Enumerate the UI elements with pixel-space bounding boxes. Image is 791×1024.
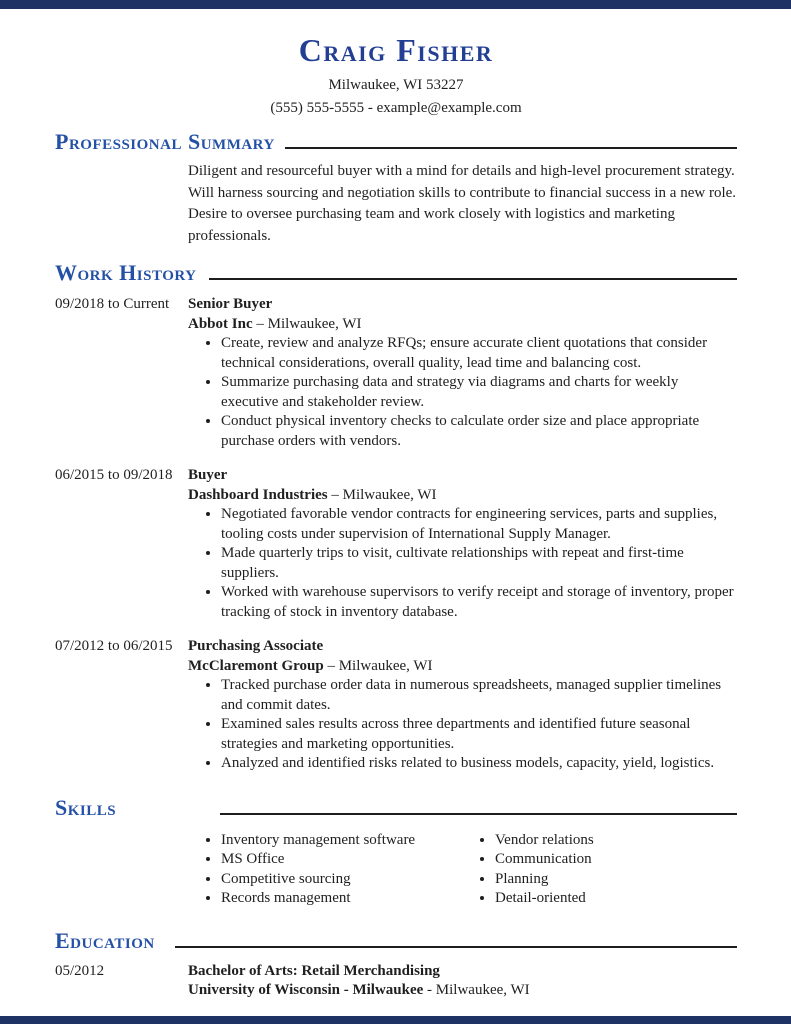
skill-item: • Inventory management software xyxy=(221,831,462,851)
heading-rule xyxy=(175,946,737,948)
skills-columns xyxy=(188,831,737,909)
job-bullet: • Summarize purchasing data and strategy via diagrams and charts for weekly executive and stakeholder review. xyxy=(221,373,737,412)
job-details xyxy=(188,295,737,451)
resume-header xyxy=(55,0,737,118)
skills-column-left xyxy=(188,831,462,909)
section-heading xyxy=(55,261,737,285)
candidate-name: Craig Fisher xyxy=(298,32,494,68)
education-school: University of Wisconsin - Milwaukee xyxy=(188,982,424,998)
job-bullet: • Analyzed and identified risks related to business models, capacity, yield, logistics. xyxy=(221,754,737,774)
skill-item: • Records management xyxy=(221,889,462,909)
section-professional-summary xyxy=(55,130,737,247)
candidate-address: Milwaukee, WI 53227 xyxy=(328,77,464,93)
bottom-accent-bar xyxy=(0,1016,791,1024)
section-heading xyxy=(55,929,737,953)
job-location: – Milwaukee, WI xyxy=(256,315,362,332)
job-bullet: • Create, review and analyze RFQs; ensure accurate client quotations that consider technical considerations, overall quality, lead time and balancing cost. xyxy=(221,334,737,373)
top-accent-bar xyxy=(0,0,791,9)
summary-paragraph: Diligent and resourceful buyer with a mind for details and high-level procurement strategy. Will harness sourcing and negotiation skills to contribute to financial success in a new role. Desire to oversee purchasing team and work closely with logistics and marketing professionals. xyxy=(188,163,737,244)
job-details xyxy=(188,637,737,774)
job-bullet: • Conduct physical inventory checks to calculate order size and place appropriate purchase orders with vendors. xyxy=(221,412,737,451)
education-degree: Bachelor of Arts: Retail Merchandising xyxy=(188,962,440,979)
section-title: Professional Summary xyxy=(55,129,275,154)
skill-item: • MS Office xyxy=(221,850,462,870)
section-work-history xyxy=(55,261,737,774)
education-dates: 05/2012 xyxy=(55,962,105,979)
section-title: Education xyxy=(55,927,155,953)
job-company: Abbot Inc xyxy=(188,315,253,332)
job-title: Senior Buyer xyxy=(188,296,273,312)
skill-item: • Detail-oriented xyxy=(495,889,737,909)
education-school-line xyxy=(188,981,737,1001)
job-bullet-list xyxy=(188,505,737,622)
job-bullet: • Worked with warehouse supervisors to verify receipt and storage of inventory, proper tracking of stock in inventory database. xyxy=(221,583,737,622)
section-skills xyxy=(55,796,737,909)
section-title: Work History xyxy=(55,260,197,285)
education-entry xyxy=(55,962,737,1001)
job-bullet: • Made quarterly trips to visit, cultivate relationships with repeat and first-time suppliers. xyxy=(221,544,737,583)
job-bullet-list xyxy=(188,334,737,451)
job-dates: 06/2015 to 09/2018 xyxy=(55,467,173,483)
heading-rule xyxy=(285,147,737,149)
education-details xyxy=(188,962,737,1001)
job-company-line xyxy=(188,486,737,506)
heading-rule xyxy=(209,278,738,280)
job-details xyxy=(188,466,737,622)
education-location: - Milwaukee, WI xyxy=(427,982,530,998)
job-entry xyxy=(55,466,737,622)
heading-rule xyxy=(220,813,737,815)
job-company-line xyxy=(188,315,737,335)
job-list xyxy=(55,295,737,774)
job-entry xyxy=(55,295,737,451)
section-heading xyxy=(55,130,737,154)
section-education xyxy=(55,929,737,1001)
job-bullet: • Negotiated favorable vendor contracts for engineering services, parts and supplies, tooling costs under supervision of International Supply Manager. xyxy=(221,505,737,544)
job-company: Dashboard Industries xyxy=(188,486,328,503)
job-title: Purchasing Associate xyxy=(188,638,324,654)
skill-item: • Vendor relations xyxy=(495,831,737,851)
job-bullet-list xyxy=(188,676,737,774)
section-title: Skills xyxy=(55,794,117,820)
job-entry xyxy=(55,637,737,774)
job-bullet: • Examined sales results across three departments and identified future seasonal strategies and marketing opportunities. xyxy=(221,715,737,754)
job-location: – Milwaukee, WI xyxy=(331,486,437,503)
candidate-contact: (555) 555-5555 - example@example.com xyxy=(270,100,522,116)
job-location: – Milwaukee, WI xyxy=(327,657,433,674)
section-heading xyxy=(55,796,737,820)
skills-column-right xyxy=(462,831,737,909)
job-bullet: • Tracked purchase order data in numerous spreadsheets, managed supplier timelines and commit dates. xyxy=(221,676,737,715)
job-company-line xyxy=(188,657,737,677)
job-title: Buyer xyxy=(188,467,228,483)
skill-item: • Communication xyxy=(495,850,737,870)
job-dates: 09/2018 to Current xyxy=(55,296,170,312)
job-dates: 07/2012 to 06/2015 xyxy=(55,638,173,654)
job-company: McClaremont Group xyxy=(188,657,324,674)
skill-item: • Competitive sourcing xyxy=(221,870,462,890)
skill-item: • Planning xyxy=(495,870,737,890)
